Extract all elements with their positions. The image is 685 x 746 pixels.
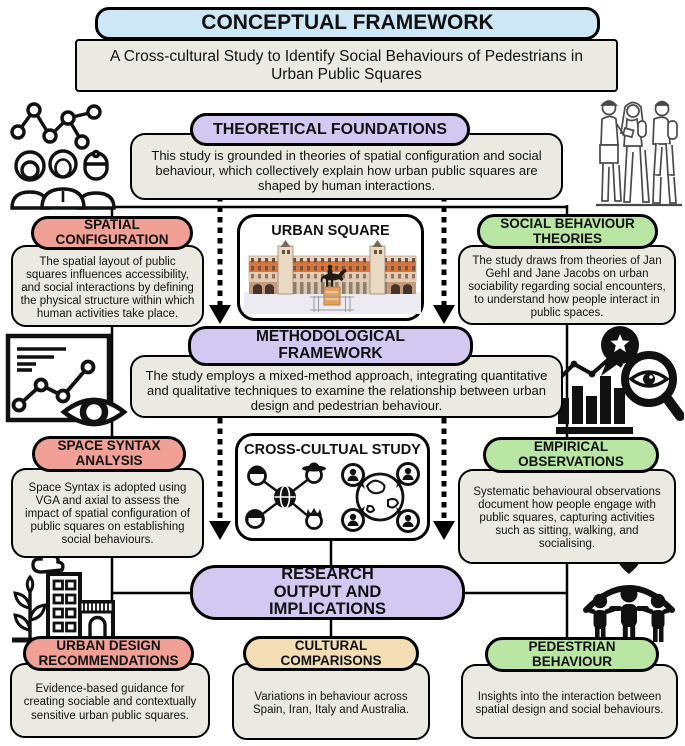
star-magnifier-barchart-icon xyxy=(556,324,684,444)
space-syntax-analysis-heading: SPACE SYNTAX ANALYSIS xyxy=(32,436,186,472)
urban-design-recommendations-text: Evidence-based guidance for creating sociable and contextually sensitive urban public squares. xyxy=(10,663,210,738)
methodological-framework-text: The study employs a mixed-method approach, integrating quantitative and qualitative techniques to examine the relationship between urban design and pedestrian behaviour. xyxy=(130,355,563,418)
pedestrian-behaviour-text: Insights into the interaction between spatial design and social behaviours. xyxy=(461,664,678,739)
diverse-people-network-icon xyxy=(6,96,122,210)
empirical-observations-text: Systematic behavioural observations document how people engage with public squares, capturing activities such as sitting, walking, and socialising. xyxy=(458,469,676,564)
cross-cultural-study-label: CROSS-CULTUAL STUDY xyxy=(244,442,421,458)
page-title: CONCEPTUAL FRAMEWORK xyxy=(95,7,600,40)
social-behaviour-theories-heading: SOCIAL BEHAVIOUR THEORIES xyxy=(477,214,658,249)
urban-square-label: URBAN SQUARE xyxy=(271,223,390,239)
document-chart-eye-icon xyxy=(4,330,130,440)
cultural-comparisons-heading: CULTURAL COMPARISONS xyxy=(243,636,419,671)
methodological-framework-heading: METHODOLOGICAL FRAMEWORK xyxy=(188,326,473,366)
research-output-heading: RESEARCH OUTPUT AND IMPLICATIONS xyxy=(190,565,465,620)
cultural-comparisons-text: Variations in behaviour across Spain, Iran, Italy and Australia. xyxy=(232,663,430,740)
green-building-icon xyxy=(8,550,120,650)
social-behaviour-theories-text: The study draws from theories of Jan Gehl and Jane Jacobs on urban sociability regarding social encounters, to understand how people interact in public spaces. xyxy=(458,245,676,325)
students-talking-icon xyxy=(594,93,684,211)
theoretical-foundations-text: This study is grounded in theories of spatial configuration and social behaviour, which collectively explain how urban public squares are shaped by human interactions. xyxy=(130,133,563,200)
spatial-configuration-heading: SPATIAL CONFIGURATION xyxy=(31,216,193,250)
empirical-observations-heading: EMPIRICAL OBSERVATIONS xyxy=(483,437,659,473)
urban-square-card xyxy=(237,214,424,321)
pedestrian-behaviour-heading: PEDESTRIAN BEHAVIOUR xyxy=(485,637,659,672)
urban-square-illustration xyxy=(242,240,423,316)
space-syntax-analysis-text: Space Syntax is adopted using VGA and axial to assess the impact of spatial configuration of public squares on establishing social behaviours. xyxy=(11,468,204,558)
urban-design-recommendations-heading: URBAN DESIGN RECOMMENDATIONS xyxy=(23,636,194,671)
theoretical-foundations-heading: THEORETICAL FOUNDATIONS xyxy=(190,113,470,146)
cross-cultural-study-card xyxy=(235,433,430,541)
page-subtitle: A Cross-cultural Study to Identify Social Behaviours of Pedestrians in Urban Public Squares xyxy=(75,39,618,92)
cross-cultural-illustration xyxy=(240,460,429,534)
spatial-configuration-text: The spatial layout of public squares influences accessibility, and social interactions by defining the physical structure within which human activities take place. xyxy=(11,245,204,327)
